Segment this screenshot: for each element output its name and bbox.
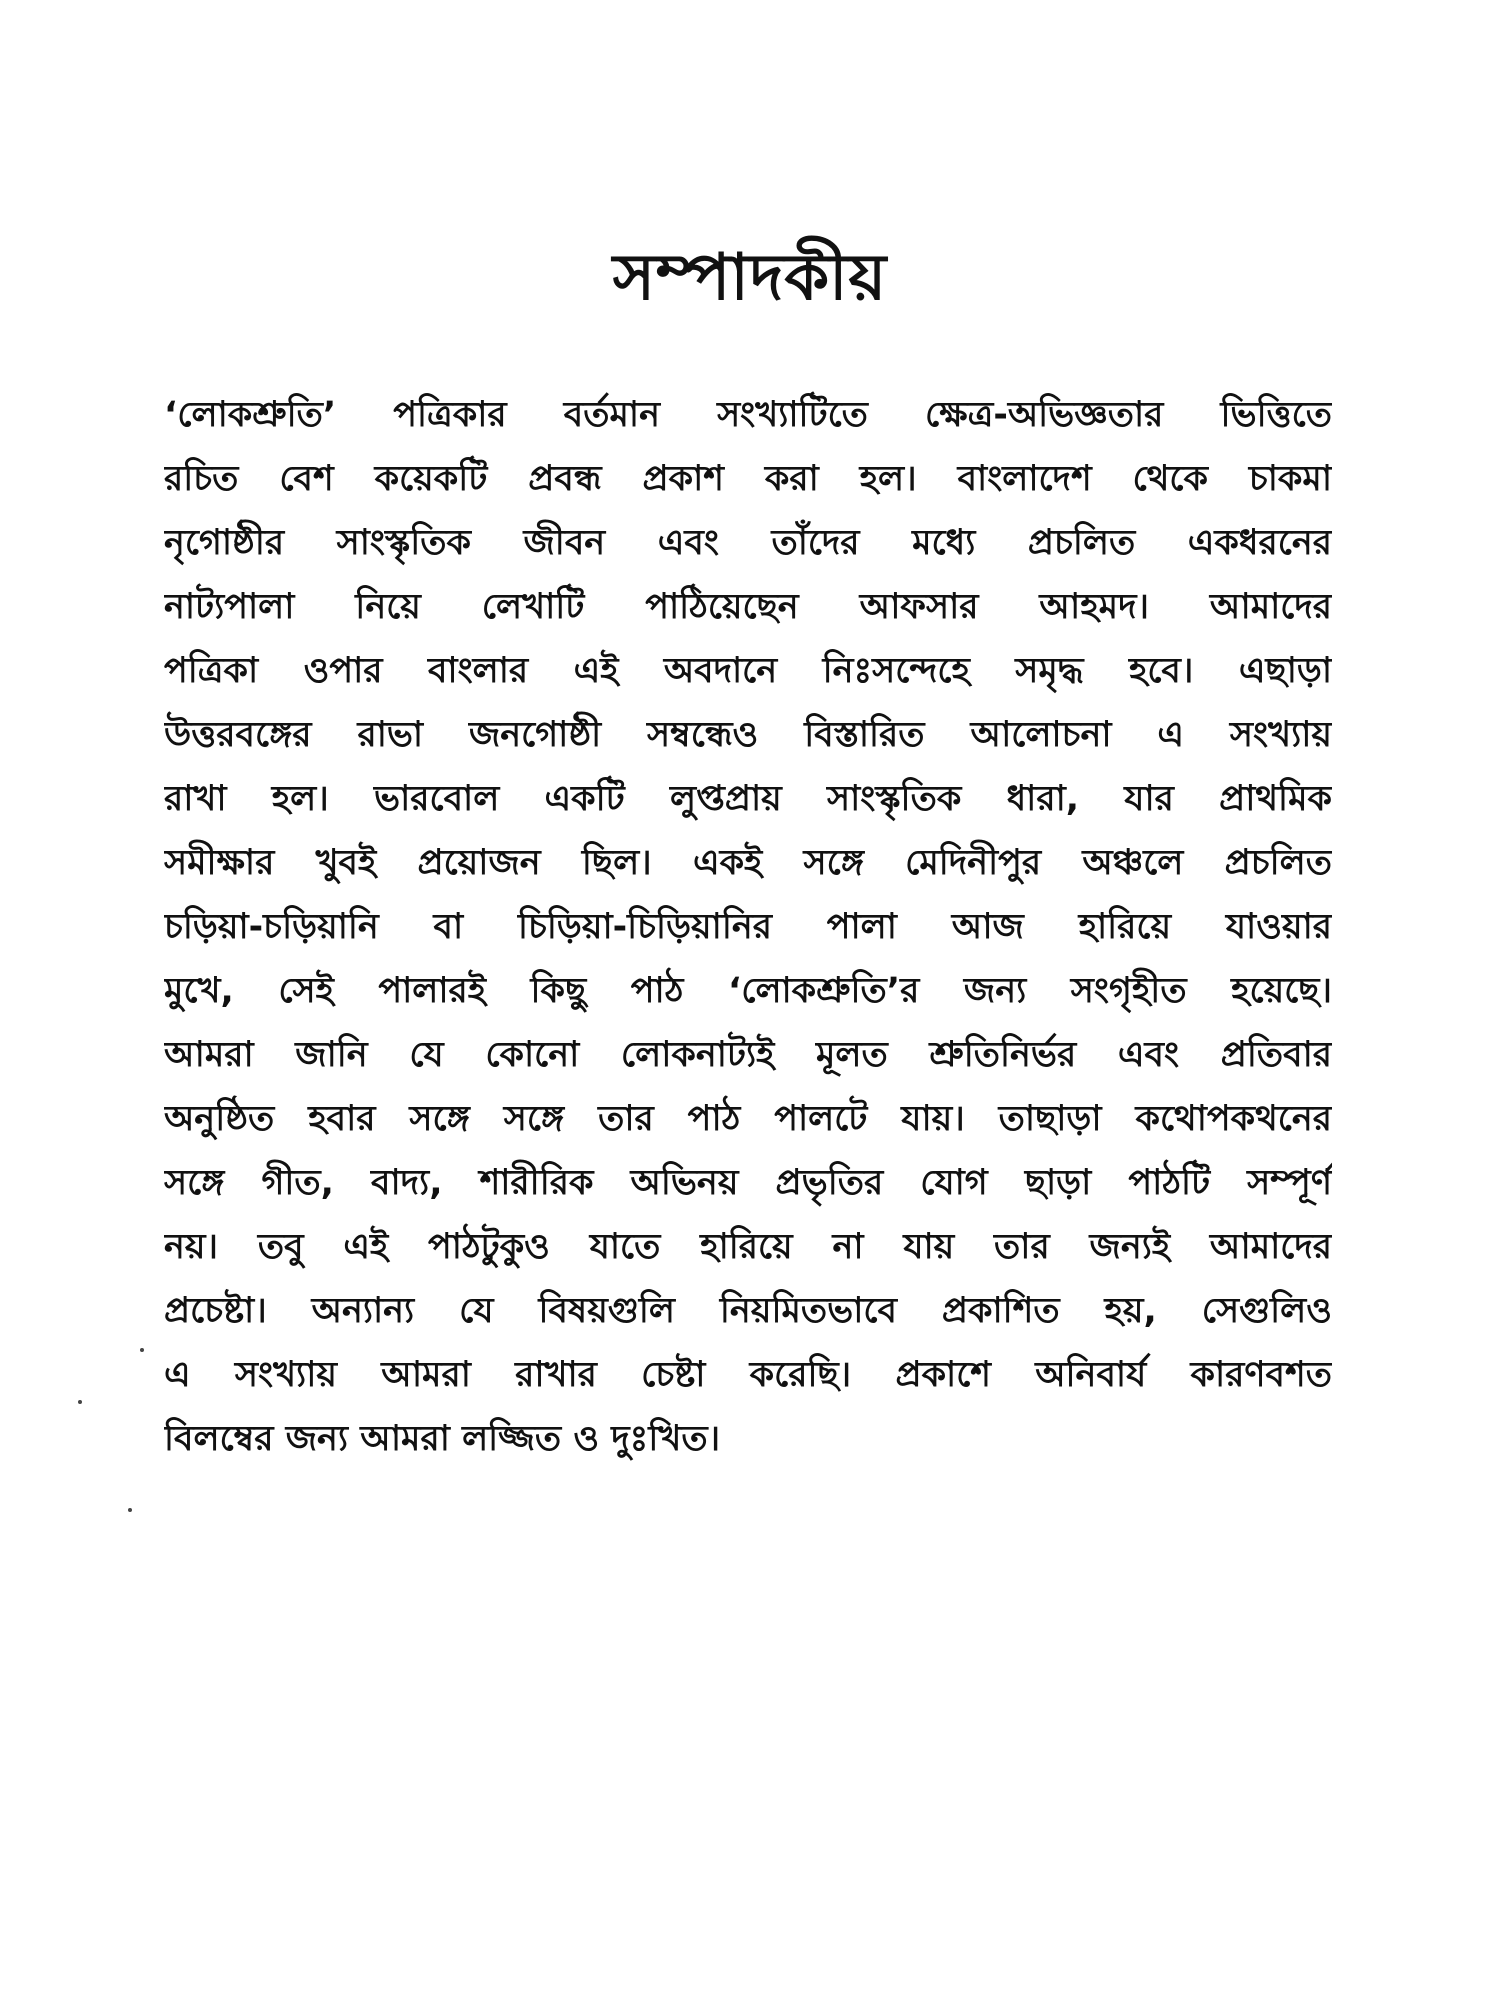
scan-speck [78, 1400, 82, 1404]
body-line: নৃগোষ্ঠীর সাংস্কৃতিক জীবন এবং তাঁদের মধ্যে প্রচলিত একধরনের [164, 523, 1332, 563]
body-line: সমীক্ষার খুবই প্রয়োজন ছিল। একই সঙ্গে মেদিনীপুর অঞ্চলে প্রচলিত [164, 843, 1332, 883]
body-line: ‘লোকশ্রুতি’ পত্রিকার বর্তমান সংখ্যাটিতে ক্ষেত্র-অভিজ্ঞতার ভিত্তিতে [164, 395, 1332, 435]
body-line: পত্রিকা ওপার বাংলার এই অবদানে নিঃসন্দেহে সমৃদ্ধ হবে। এছাড়া [164, 651, 1332, 691]
page-title: সম্পাদকীয় [612, 241, 888, 315]
body-line: রচিত বেশ কয়েকটি প্রবন্ধ প্রকাশ করা হল। বাংলাদেশ থেকে চাকমা [164, 459, 1332, 499]
editorial-body [164, 383, 1332, 1471]
body-line: নাট্যপালা নিয়ে লেখাটি পাঠিয়েছেন আফসার আহমদ। আমাদের [164, 587, 1332, 627]
scan-speck [128, 1508, 132, 1512]
body-line: অনুষ্ঠিত হবার সঙ্গে সঙ্গে তার পাঠ পালটে যায়। তাছাড়া কথোপকথনের [164, 1099, 1332, 1139]
body-line: প্রচেষ্টা। অন্যান্য যে বিষয়গুলি নিয়মিতভাবে প্রকাশিত হয়, সেগুলিও [164, 1291, 1332, 1331]
scan-speck [140, 1348, 144, 1352]
body-line: বিলম্বের জন্য আমরা লজ্জিত ও দুঃখিত। [164, 1419, 721, 1459]
body-line: আমরা জানি যে কোনো লোকনাট্যই মূলত শ্রুতিনির্ভর এবং প্রতিবার [164, 1035, 1332, 1075]
body-line: এ সংখ্যায় আমরা রাখার চেষ্টা করেছি। প্রকাশে অনিবার্য কারণবশত [164, 1355, 1332, 1395]
body-line: মুখে, সেই পালারই কিছু পাঠ ‘লোকশ্রুতি’র জন্য সংগৃহীত হয়েছে। [164, 971, 1332, 1011]
body-line: নয়। তবু এই পাঠটুকুও যাতে হারিয়ে না যায় তার জন্যই আমাদের [164, 1227, 1332, 1267]
body-line: উত্তরবঙ্গের রাভা জনগোষ্ঠী সম্বন্ধেও বিস্তারিত আলোচনা এ সংখ্যায় [164, 715, 1332, 755]
body-line: রাখা হল। ভারবোল একটি লুপ্তপ্রায় সাংস্কৃতিক ধারা, যার প্রাথমিক [164, 779, 1332, 819]
body-line: চড়িয়া-চড়িয়ানি বা চিড়িয়া-চিড়িয়ানির পালা আজ হারিয়ে যাওয়ার [164, 907, 1332, 947]
body-line: সঙ্গে গীত, বাদ্য, শারীরিক অভিনয় প্রভৃতির যোগ ছাড়া পাঠটি সম্পূর্ণ [164, 1163, 1332, 1203]
